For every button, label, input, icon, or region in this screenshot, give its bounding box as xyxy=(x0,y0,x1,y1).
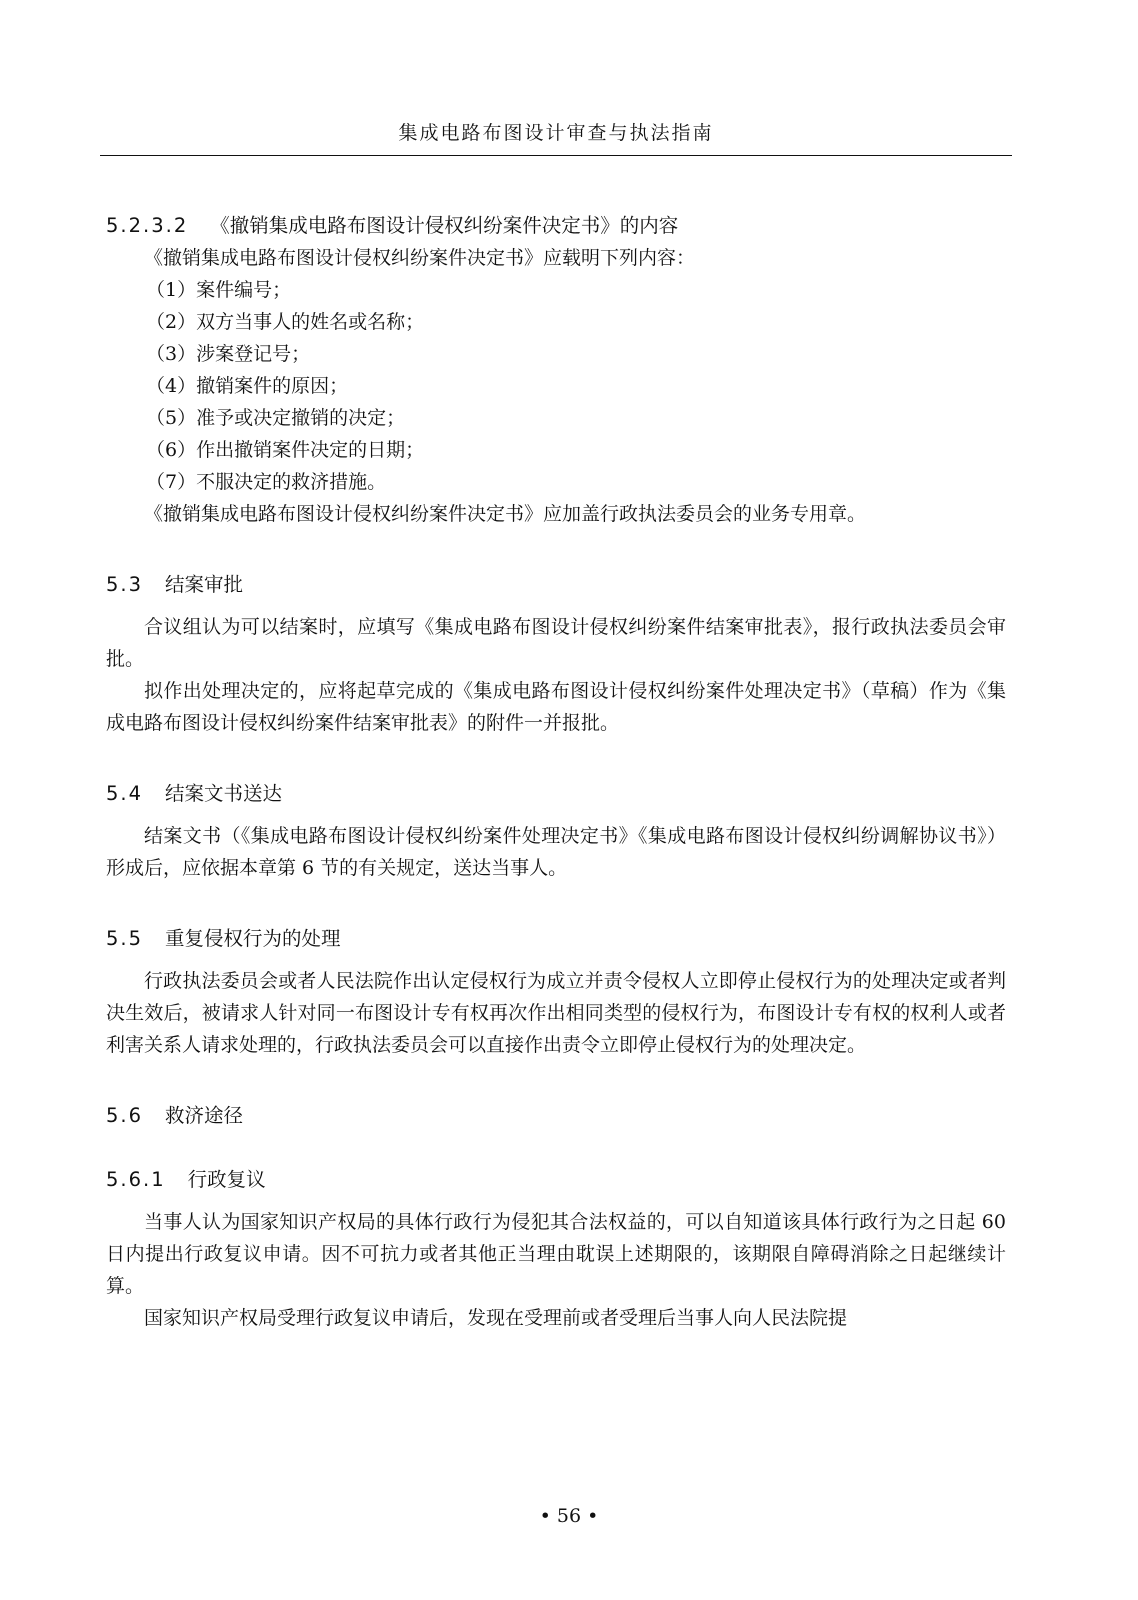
running-head: 集成电路布图设计审查与执法指南 xyxy=(398,122,714,144)
section-number: 5.2.3.2 xyxy=(106,214,189,237)
section-number: 5.5 xyxy=(106,927,144,950)
paragraph: 《撤销集成电路布图设计侵权纠纷案件决定书》应加盖行政执法委员会的业务专用章。 xyxy=(144,503,867,525)
paragraph: 合议组认为可以结案时，应填写《集成电路布图设计侵权纠纷案件结案审批表》，报行政执法委员会审批。 xyxy=(106,616,1006,670)
section-title: 结案审批 xyxy=(165,573,244,596)
section-heading-56 xyxy=(106,1100,1006,1132)
header-rule xyxy=(100,155,1012,156)
paragraph: 结案文书（《集成电路布图设计侵权纠纷案件处理决定书》《集成电路布图设计侵权纠纷调解协议书》）形成后，应依据本章第 6 节的有关规定，送达当事人。 xyxy=(106,825,1006,879)
page-number: • 56 • xyxy=(539,1505,599,1527)
paragraph: 国家知识产权局受理行政复议申请后，发现在受理前或者受理后当事人向人民法院提 xyxy=(144,1307,848,1329)
paragraph: 行政执法委员会或者人民法院作出认定侵权行为成立并责令侵权人立即停止侵权行为的处理决定或者判决生效后，被请求人针对同一布图设计专有权再次作出相同类型的侵权行为，布图设计专有权的权利人或者利害关系人请求处理的，行政执法委员会可以直接作出责令立即停止侵权行为的处理决定。 xyxy=(106,970,1006,1056)
section-number: 5.6 xyxy=(106,1104,144,1127)
section-number: 5.4 xyxy=(106,782,144,805)
section-heading-55 xyxy=(106,923,1006,955)
list-item: （4）撤销案件的原因； xyxy=(146,375,349,397)
section-heading-561 xyxy=(106,1164,1006,1196)
section-title: 行政复议 xyxy=(187,1168,266,1191)
list-item: （2）双方当事人的姓名或名称； xyxy=(146,311,425,333)
list-item: （7）不服决定的救济措施。 xyxy=(146,471,387,493)
list-item: （1）案件编号； xyxy=(146,279,292,301)
section-title: 《撤销集成电路布图设计侵权纠纷案件决定书》的内容 xyxy=(210,214,679,237)
section-heading-53 xyxy=(106,569,1006,601)
paragraph: 拟作出处理决定的，应将起草完成的《集成电路布图设计侵权纠纷案件处理决定书》（草稿）作为《集成电路布图设计侵权纠纷案件结案审批表》的附件一并报批。 xyxy=(106,680,1006,734)
section-title: 结案文书送达 xyxy=(165,782,283,805)
section-title: 救济途径 xyxy=(165,1104,244,1127)
section-number: 5.3 xyxy=(106,573,144,596)
list-item: （3）涉案登记号； xyxy=(146,343,311,365)
list-item: （6）作出撤销案件决定的日期； xyxy=(146,439,425,461)
section-number: 5.6.1 xyxy=(106,1168,166,1191)
paragraph: 《撤销集成电路布图设计侵权纠纷案件决定书》应载明下列内容： xyxy=(144,247,696,269)
section-heading-54 xyxy=(106,778,1006,810)
list-item: （5）准予或决定撤销的决定； xyxy=(146,407,406,429)
paragraph: 当事人认为国家知识产权局的具体行政行为侵犯其合法权益的，可以自知道该具体行政行为之日起 60 日内提出行政复议申请。因不可抗力或者其他正当理由耽误上述期限的，该期限自障碍消除之日起继续计算。 xyxy=(106,1211,1006,1297)
page-body xyxy=(106,210,1006,1334)
section-title: 重复侵权行为的处理 xyxy=(165,927,341,950)
section-heading-5232 xyxy=(106,210,1006,242)
